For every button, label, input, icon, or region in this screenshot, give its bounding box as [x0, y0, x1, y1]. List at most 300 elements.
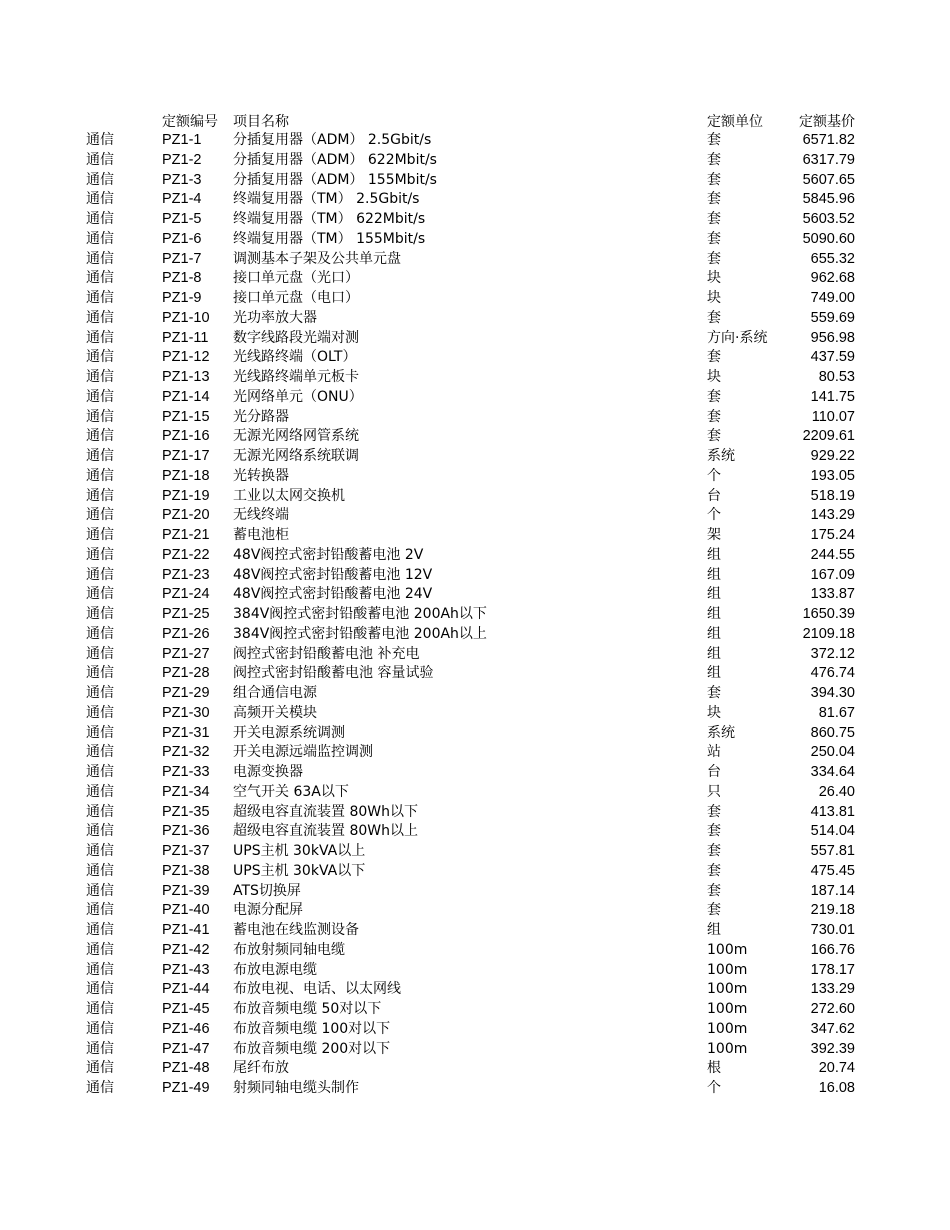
category-cell: 通信: [86, 546, 114, 563]
code-cell: PZ1-33: [162, 764, 210, 780]
category-cell: 通信: [86, 665, 114, 682]
name-cell: 电源变换器: [233, 764, 303, 780]
unit-cell: 套: [707, 902, 721, 919]
unit-cell: 100m: [707, 961, 748, 978]
category-cell: 通信: [86, 309, 114, 326]
table-row: [0, 684, 950, 704]
name-cell: 阀控式密封铅酸蓄电池 容量试验: [233, 665, 434, 682]
table-row: [0, 724, 950, 744]
table-row: [0, 348, 950, 368]
unit-cell: 套: [707, 211, 721, 227]
table-row: [0, 289, 950, 309]
category-cell: 通信: [86, 645, 114, 662]
category-cell: 通信: [86, 1020, 114, 1037]
category-cell: 通信: [86, 428, 114, 445]
table-row: [0, 921, 950, 941]
name-cell: ATS切换屏: [233, 882, 301, 899]
category-cell: 通信: [86, 1040, 114, 1057]
category-cell: 通信: [86, 941, 114, 958]
code-cell: PZ1-15: [162, 408, 210, 425]
code-cell: PZ1-36: [162, 823, 210, 840]
code-cell: PZ1-25: [162, 606, 210, 622]
price-cell: 559.69: [810, 309, 855, 326]
table-row: [0, 388, 950, 408]
code-cell: PZ1-17: [162, 448, 210, 464]
price-cell: 6571.82: [802, 132, 855, 148]
category-cell: 通信: [86, 349, 114, 366]
unit-cell: 组: [707, 546, 721, 563]
name-cell: 超级电容直流装置 80Wh以上: [233, 823, 418, 840]
unit-cell: 100m: [707, 1001, 748, 1017]
table-row: [0, 743, 950, 763]
name-cell: 终端复用器（TM） 155Mbit/s: [233, 230, 426, 247]
table-header: [0, 112, 950, 132]
table-row: [0, 171, 950, 191]
table-row: [0, 941, 950, 961]
category-cell: 通信: [86, 388, 114, 405]
price-cell: 5090.60: [802, 230, 855, 247]
price-cell: 334.64: [810, 764, 855, 780]
unit-cell: 块: [707, 290, 721, 306]
code-cell: PZ1-8: [162, 270, 202, 287]
unit-cell: 套: [707, 349, 721, 366]
price-cell: 219.18: [810, 902, 855, 919]
category-cell: 通信: [86, 507, 114, 524]
name-cell: 调测基本子架及公共单元盘: [233, 250, 401, 267]
unit-cell: 套: [707, 191, 721, 208]
code-cell: PZ1-31: [162, 724, 210, 741]
price-cell: 133.87: [810, 586, 855, 603]
table-row: [0, 901, 950, 921]
code-cell: PZ1-49: [162, 1080, 210, 1096]
table-row: [0, 980, 950, 1000]
name-cell: 蓄电池在线监测设备: [233, 922, 359, 938]
table-row: [0, 131, 950, 151]
table-row: [0, 309, 950, 329]
header-code: 定额编号: [162, 114, 218, 130]
code-cell: PZ1-47: [162, 1040, 210, 1057]
code-cell: PZ1-22: [162, 546, 210, 563]
unit-cell: 组: [707, 625, 721, 642]
code-cell: PZ1-44: [162, 981, 210, 998]
code-cell: PZ1-45: [162, 1001, 210, 1017]
unit-cell: 个: [707, 507, 721, 524]
price-cell: 730.01: [810, 922, 855, 938]
code-cell: PZ1-27: [162, 645, 210, 662]
name-cell: 光线路终端单元板卡: [233, 369, 359, 385]
table-row: [0, 1040, 950, 1060]
code-cell: PZ1-16: [162, 428, 210, 445]
name-cell: 工业以太网交换机: [233, 487, 345, 504]
unit-cell: 个: [707, 467, 721, 484]
unit-cell: 套: [707, 428, 721, 445]
category-cell: 通信: [86, 1001, 114, 1017]
unit-cell: 只: [707, 783, 721, 800]
table-row: [0, 250, 950, 270]
name-cell: 布放电视、电话、以太网线: [233, 981, 401, 998]
category-cell: 通信: [86, 329, 114, 346]
price-cell: 110.07: [811, 408, 855, 425]
table-row: [0, 447, 950, 467]
category-cell: 通信: [86, 961, 114, 978]
unit-cell: 套: [707, 309, 721, 326]
code-cell: PZ1-20: [162, 507, 210, 524]
unit-cell: 块: [707, 704, 721, 721]
name-cell: 终端复用器（TM） 622Mbit/s: [233, 211, 426, 227]
price-cell: 394.30: [810, 685, 855, 701]
code-cell: PZ1-24: [162, 586, 210, 603]
category-cell: 通信: [86, 230, 114, 247]
name-cell: 布放音频电缆 100对以下: [233, 1020, 391, 1037]
price-cell: 1650.39: [802, 606, 855, 622]
price-cell: 413.81: [810, 803, 855, 820]
table-row: [0, 664, 950, 684]
price-cell: 956.98: [810, 329, 855, 346]
unit-cell: 套: [707, 408, 721, 425]
name-cell: 48V阀控式密封铅酸蓄电池 12V: [233, 566, 433, 583]
price-cell: 175.24: [810, 527, 855, 543]
code-cell: PZ1-42: [162, 941, 210, 958]
unit-cell: 台: [707, 487, 721, 504]
category-cell: 通信: [86, 369, 114, 385]
price-cell: 6317.79: [802, 151, 855, 168]
name-cell: 组合通信电源: [233, 685, 317, 701]
unit-cell: 组: [707, 665, 721, 682]
price-cell: 5607.65: [802, 171, 855, 188]
code-cell: PZ1-48: [162, 1060, 210, 1077]
unit-cell: 台: [707, 764, 721, 780]
code-cell: PZ1-39: [162, 882, 210, 899]
category-cell: 通信: [86, 290, 114, 306]
category-cell: 通信: [86, 408, 114, 425]
price-cell: 749.00: [810, 290, 855, 306]
price-cell: 133.29: [810, 981, 855, 998]
price-cell: 5845.96: [802, 191, 855, 208]
name-cell: 光功率放大器: [233, 309, 317, 326]
code-cell: PZ1-23: [162, 566, 210, 583]
code-cell: PZ1-13: [162, 369, 210, 385]
price-cell: 392.39: [810, 1040, 855, 1057]
code-cell: PZ1-29: [162, 685, 210, 701]
code-cell: PZ1-18: [162, 467, 210, 484]
name-cell: 布放音频电缆 50对以下: [233, 1001, 382, 1017]
price-cell: 929.22: [810, 448, 855, 464]
table-row: [0, 783, 950, 803]
table-row: [0, 882, 950, 902]
category-cell: 通信: [86, 744, 114, 761]
table-row: [0, 585, 950, 605]
name-cell: UPS主机 30kVA以下: [233, 862, 366, 879]
category-cell: 通信: [86, 487, 114, 504]
category-cell: 通信: [86, 586, 114, 603]
code-cell: PZ1-37: [162, 843, 210, 859]
name-cell: 超级电容直流装置 80Wh以下: [233, 803, 418, 820]
unit-cell: 100m: [707, 941, 748, 958]
unit-cell: 套: [707, 230, 721, 247]
code-cell: PZ1-28: [162, 665, 210, 682]
price-cell: 655.32: [810, 250, 855, 267]
name-cell: 高频开关模块: [233, 704, 317, 721]
table-row: [0, 842, 950, 862]
price-cell: 514.04: [810, 823, 855, 840]
unit-cell: 方向·系统: [707, 329, 768, 346]
price-cell: 5603.52: [802, 211, 855, 227]
price-cell: 962.68: [810, 270, 855, 287]
name-cell: 尾纤布放: [233, 1060, 289, 1077]
category-cell: 通信: [86, 211, 114, 227]
category-cell: 通信: [86, 803, 114, 820]
code-cell: PZ1-40: [162, 902, 210, 919]
category-cell: 通信: [86, 704, 114, 721]
name-cell: 分插复用器（ADM） 622Mbit/s: [233, 151, 437, 168]
category-cell: 通信: [86, 566, 114, 583]
category-cell: 通信: [86, 922, 114, 938]
unit-cell: 100m: [707, 981, 748, 998]
table-row: [0, 704, 950, 724]
category-cell: 通信: [86, 685, 114, 701]
category-cell: 通信: [86, 606, 114, 622]
price-cell: 518.19: [810, 487, 855, 504]
category-cell: 通信: [86, 1080, 114, 1096]
code-cell: PZ1-14: [162, 388, 210, 405]
price-cell: 81.67: [818, 704, 855, 721]
name-cell: 384V阀控式密封铅酸蓄电池 200Ah以下: [233, 606, 487, 622]
table-row: [0, 230, 950, 250]
category-cell: 通信: [86, 250, 114, 267]
table-row: [0, 605, 950, 625]
code-cell: PZ1-43: [162, 961, 210, 978]
table-row: [0, 269, 950, 289]
unit-cell: 组: [707, 922, 721, 938]
category-cell: 通信: [86, 625, 114, 642]
name-cell: 空气开关 63A以下: [233, 783, 349, 800]
code-cell: PZ1-41: [162, 922, 210, 938]
table-row: [0, 1000, 950, 1020]
price-cell: 244.55: [810, 546, 855, 563]
name-cell: 光分路器: [233, 408, 289, 425]
category-cell: 通信: [86, 902, 114, 919]
code-cell: PZ1-11: [162, 329, 209, 346]
table-row: [0, 1059, 950, 1079]
code-cell: PZ1-26: [162, 625, 210, 642]
price-cell: 167.09: [810, 566, 855, 583]
unit-cell: 系统: [707, 448, 735, 464]
price-cell: 437.59: [810, 349, 855, 366]
price-cell: 476.74: [810, 665, 855, 682]
code-cell: PZ1-5: [162, 211, 202, 227]
price-cell: 347.62: [810, 1020, 855, 1037]
price-cell: 80.53: [818, 369, 855, 385]
code-cell: PZ1-4: [162, 191, 202, 208]
category-cell: 通信: [86, 724, 114, 741]
price-cell: 557.81: [810, 843, 855, 859]
category-cell: 通信: [86, 764, 114, 780]
header-name: 项目名称: [233, 114, 289, 130]
table-row: [0, 1020, 950, 1040]
unit-cell: 块: [707, 270, 721, 287]
name-cell: 蓄电池柜: [233, 527, 289, 543]
table-row: [0, 645, 950, 665]
name-cell: 384V阀控式密封铅酸蓄电池 200Ah以上: [233, 625, 487, 642]
name-cell: 48V阀控式密封铅酸蓄电池 2V: [233, 546, 424, 563]
name-cell: 布放音频电缆 200对以下: [233, 1040, 391, 1057]
unit-cell: 架: [707, 527, 721, 543]
table-row: [0, 625, 950, 645]
name-cell: 电源分配屏: [233, 902, 303, 919]
code-cell: PZ1-30: [162, 704, 210, 721]
category-cell: 通信: [86, 843, 114, 859]
category-cell: 通信: [86, 981, 114, 998]
table-row: [0, 487, 950, 507]
unit-cell: 套: [707, 250, 721, 267]
unit-cell: 套: [707, 803, 721, 820]
code-cell: PZ1-9: [162, 290, 202, 306]
unit-cell: 组: [707, 566, 721, 583]
table-row: [0, 408, 950, 428]
name-cell: 布放射频同轴电缆: [233, 941, 345, 958]
unit-cell: 套: [707, 685, 721, 701]
name-cell: 开关电源系统调测: [233, 724, 345, 741]
price-cell: 178.17: [810, 961, 855, 978]
price-cell: 250.04: [810, 744, 855, 761]
code-cell: PZ1-7: [162, 250, 202, 267]
unit-cell: 套: [707, 823, 721, 840]
name-cell: 开关电源远端监控调测: [233, 744, 373, 761]
table-row: [0, 822, 950, 842]
price-cell: 372.12: [810, 645, 855, 662]
table-row: [0, 329, 950, 349]
table-row: [0, 803, 950, 823]
code-cell: PZ1-10: [162, 309, 210, 326]
price-cell: 166.76: [810, 941, 855, 958]
code-cell: PZ1-3: [162, 171, 202, 188]
table-row: [0, 210, 950, 230]
name-cell: UPS主机 30kVA以上: [233, 843, 366, 859]
header-unit: 定额单位: [707, 114, 763, 130]
unit-cell: 套: [707, 132, 721, 148]
name-cell: 无源光网络网管系统: [233, 428, 359, 445]
price-cell: 2109.18: [802, 625, 855, 642]
unit-cell: 100m: [707, 1020, 748, 1037]
price-cell: 2209.61: [802, 428, 855, 445]
name-cell: 无线终端: [233, 507, 289, 524]
code-cell: PZ1-46: [162, 1020, 210, 1037]
unit-cell: 组: [707, 606, 721, 622]
name-cell: 光线路终端（OLT）: [233, 349, 357, 366]
category-cell: 通信: [86, 882, 114, 899]
unit-cell: 组: [707, 645, 721, 662]
category-cell: 通信: [86, 171, 114, 188]
price-cell: 193.05: [810, 467, 855, 484]
unit-cell: 系统: [707, 724, 735, 741]
category-cell: 通信: [86, 448, 114, 464]
category-cell: 通信: [86, 823, 114, 840]
name-cell: 分插复用器（ADM） 155Mbit/s: [233, 171, 437, 188]
category-cell: 通信: [86, 527, 114, 543]
code-cell: PZ1-34: [162, 783, 210, 800]
name-cell: 数字线路段光端对测: [233, 329, 359, 346]
name-cell: 48V阀控式密封铅酸蓄电池 24V: [233, 586, 433, 603]
name-cell: 分插复用器（ADM） 2.5Gbit/s: [233, 132, 432, 148]
code-cell: PZ1-32: [162, 744, 210, 761]
unit-cell: 套: [707, 862, 721, 879]
category-cell: 通信: [86, 151, 114, 168]
table-row: [0, 526, 950, 546]
price-cell: 143.29: [810, 507, 855, 524]
unit-cell: 套: [707, 151, 721, 168]
price-cell: 475.45: [810, 862, 855, 879]
header-price: 定额基价: [799, 114, 855, 130]
name-cell: 终端复用器（TM） 2.5Gbit/s: [233, 191, 420, 208]
name-cell: 阀控式密封铅酸蓄电池 补充电: [233, 645, 420, 662]
name-cell: 射频同轴电缆头制作: [233, 1080, 359, 1096]
price-cell: 141.75: [810, 388, 855, 405]
price-cell: 187.14: [810, 882, 855, 899]
code-cell: PZ1-12: [162, 349, 210, 366]
category-cell: 通信: [86, 191, 114, 208]
price-cell: 20.74: [818, 1060, 855, 1077]
unit-cell: 套: [707, 882, 721, 899]
unit-cell: 站: [707, 744, 721, 761]
category-cell: 通信: [86, 862, 114, 879]
table-row: [0, 467, 950, 487]
table-row: [0, 368, 950, 388]
code-cell: PZ1-19: [162, 487, 210, 504]
unit-cell: 组: [707, 586, 721, 603]
price-cell: 16.08: [818, 1080, 855, 1096]
table-row: [0, 427, 950, 447]
table-row: [0, 566, 950, 586]
category-cell: 通信: [86, 1060, 114, 1077]
code-cell: PZ1-35: [162, 803, 210, 820]
name-cell: 光转换器: [233, 467, 289, 484]
table-row: [0, 190, 950, 210]
name-cell: 光网络单元（ONU）: [233, 388, 363, 405]
table-body: [0, 131, 950, 1099]
category-cell: 通信: [86, 132, 114, 148]
unit-cell: 套: [707, 171, 721, 188]
unit-cell: 套: [707, 388, 721, 405]
table-row: [0, 862, 950, 882]
name-cell: 无源光网络系统联调: [233, 448, 359, 464]
price-cell: 860.75: [810, 724, 855, 741]
table-row: [0, 961, 950, 981]
category-cell: 通信: [86, 467, 114, 484]
price-cell: 272.60: [810, 1001, 855, 1017]
category-cell: 通信: [86, 270, 114, 287]
code-cell: PZ1-6: [162, 230, 202, 247]
unit-cell: 套: [707, 843, 721, 859]
name-cell: 接口单元盘（光口）: [233, 270, 359, 287]
code-cell: PZ1-38: [162, 862, 210, 879]
table-row: [0, 1079, 950, 1099]
code-cell: PZ1-1: [162, 132, 202, 148]
table-row: [0, 763, 950, 783]
name-cell: 布放电源电缆: [233, 961, 317, 978]
unit-cell: 块: [707, 369, 721, 385]
code-cell: PZ1-2: [162, 151, 202, 168]
unit-cell: 100m: [707, 1040, 748, 1057]
table-row: [0, 546, 950, 566]
unit-cell: 个: [707, 1080, 721, 1096]
price-cell: 26.40: [818, 783, 855, 800]
category-cell: 通信: [86, 783, 114, 800]
unit-cell: 根: [707, 1060, 721, 1077]
name-cell: 接口单元盘（电口）: [233, 290, 359, 306]
table-row: [0, 506, 950, 526]
code-cell: PZ1-21: [162, 527, 210, 543]
table-row: [0, 151, 950, 171]
